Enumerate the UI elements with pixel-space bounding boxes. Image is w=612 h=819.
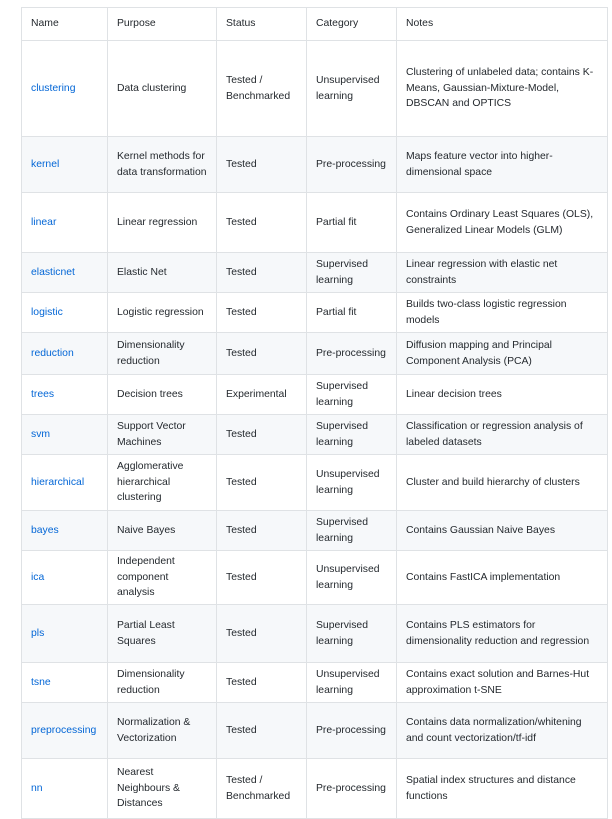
module-link[interactable]: kernel (31, 158, 60, 170)
cell-notes: Cluster and build hierarchy of clusters (397, 455, 608, 511)
cell-category: Unsupervised learning (307, 455, 397, 511)
cell-notes: Contains exact solution and Barnes-Hut approximation t-SNE (397, 663, 608, 703)
cell-purpose: Nearest Neighbours & Distances (108, 759, 217, 819)
table-row (22, 415, 608, 455)
cell-category: Pre-processing (307, 137, 397, 193)
column-header-purpose: Purpose (108, 8, 217, 41)
cell-name (22, 193, 108, 253)
cell-notes: Contains data normalization/whitening and count vectorization/tf-idf (397, 703, 608, 759)
cell-name (22, 511, 108, 551)
table-row (22, 759, 608, 819)
table-body (22, 41, 608, 819)
module-link[interactable]: reduction (31, 347, 74, 359)
cell-purpose: Elastic Net (108, 253, 217, 293)
cell-category: Partial fit (307, 193, 397, 253)
cell-purpose: Naive Bayes (108, 511, 217, 551)
table-row (22, 703, 608, 759)
cell-category: Supervised learning (307, 605, 397, 663)
cell-category: Supervised learning (307, 253, 397, 293)
cell-notes: Clustering of unlabeled data; contains K-Means, Gaussian-Mixture-Model, DBSCAN and OPTICS (397, 41, 608, 137)
cell-purpose: Independent component analysis (108, 551, 217, 605)
cell-name (22, 137, 108, 193)
cell-status: Tested / Benchmarked (217, 759, 307, 819)
cell-notes: Contains Gaussian Naive Bayes (397, 511, 608, 551)
cell-name (22, 293, 108, 333)
module-link[interactable]: linear (31, 216, 57, 228)
cell-category: Unsupervised learning (307, 41, 397, 137)
cell-name (22, 253, 108, 293)
cell-purpose: Normalization & Vectorization (108, 703, 217, 759)
cell-notes: Spatial index structures and distance functions (397, 759, 608, 819)
cell-notes: Classification or regression analysis of labeled datasets (397, 415, 608, 455)
cell-category: Pre-processing (307, 703, 397, 759)
module-link[interactable]: bayes (31, 524, 59, 536)
cell-purpose: Logistic regression (108, 293, 217, 333)
cell-purpose: Support Vector Machines (108, 415, 217, 455)
cell-name (22, 41, 108, 137)
cell-status: Tested (217, 455, 307, 511)
cell-category: Supervised learning (307, 375, 397, 415)
cell-status: Tested (217, 333, 307, 375)
table-row (22, 605, 608, 663)
cell-notes: Contains PLS estimators for dimensionality reduction and regression (397, 605, 608, 663)
cell-name (22, 415, 108, 455)
cell-status: Experimental (217, 375, 307, 415)
cell-notes: Diffusion mapping and Principal Component Analysis (PCA) (397, 333, 608, 375)
cell-status: Tested / Benchmarked (217, 41, 307, 137)
cell-category: Pre-processing (307, 333, 397, 375)
column-header-name: Name (22, 8, 108, 41)
table-row (22, 41, 608, 137)
column-header-status: Status (217, 8, 307, 41)
module-link[interactable]: ica (31, 571, 45, 583)
column-header-notes: Notes (397, 8, 608, 41)
module-link[interactable]: tsne (31, 676, 51, 688)
cell-name (22, 551, 108, 605)
module-link[interactable]: logistic (31, 306, 63, 318)
cell-category: Supervised learning (307, 415, 397, 455)
module-link[interactable]: elasticnet (31, 266, 75, 278)
cell-category: Supervised learning (307, 511, 397, 551)
table-row (22, 375, 608, 415)
cell-name (22, 455, 108, 511)
table-row (22, 663, 608, 703)
cell-name (22, 333, 108, 375)
cell-purpose: Dimensionality reduction (108, 333, 217, 375)
module-link[interactable]: trees (31, 388, 55, 400)
cell-purpose: Agglomerative hierarchical clustering (108, 455, 217, 511)
cell-notes: Linear decision trees (397, 375, 608, 415)
cell-notes: Linear regression with elastic net constraints (397, 253, 608, 293)
table-row (22, 293, 608, 333)
cell-purpose: Kernel methods for data transformation (108, 137, 217, 193)
modules-table (21, 7, 608, 819)
table-header-row (22, 8, 608, 41)
module-link[interactable]: pls (31, 627, 45, 639)
cell-purpose: Partial Least Squares (108, 605, 217, 663)
cell-purpose: Decision trees (108, 375, 217, 415)
module-link[interactable]: clustering (31, 82, 76, 94)
table-row (22, 333, 608, 375)
cell-notes: Maps feature vector into higher-dimensional space (397, 137, 608, 193)
cell-name (22, 759, 108, 819)
table-row (22, 137, 608, 193)
cell-status: Tested (217, 663, 307, 703)
module-link[interactable]: svm (31, 428, 51, 440)
cell-status: Tested (217, 137, 307, 193)
cell-category: Unsupervised learning (307, 663, 397, 703)
cell-notes: Builds two-class logistic regression models (397, 293, 608, 333)
cell-category: Partial fit (307, 293, 397, 333)
cell-status: Tested (217, 511, 307, 551)
cell-purpose: Dimensionality reduction (108, 663, 217, 703)
cell-status: Tested (217, 415, 307, 455)
cell-name (22, 703, 108, 759)
table-row (22, 455, 608, 511)
cell-status: Tested (217, 551, 307, 605)
cell-status: Tested (217, 193, 307, 253)
cell-category: Unsupervised learning (307, 551, 397, 605)
table-row (22, 551, 608, 605)
cell-name (22, 663, 108, 703)
module-link[interactable]: preprocessing (31, 724, 97, 736)
cell-name (22, 605, 108, 663)
cell-category: Pre-processing (307, 759, 397, 819)
table-row (22, 511, 608, 551)
cell-status: Tested (217, 253, 307, 293)
cell-status: Tested (217, 293, 307, 333)
cell-notes: Contains FastICA implementation (397, 551, 608, 605)
cell-purpose: Data clustering (108, 41, 217, 137)
cell-notes: Contains Ordinary Least Squares (OLS), Generalized Linear Models (GLM) (397, 193, 608, 253)
cell-status: Tested (217, 703, 307, 759)
table-row (22, 253, 608, 293)
cell-status: Tested (217, 605, 307, 663)
cell-name (22, 375, 108, 415)
column-header-category: Category (307, 8, 397, 41)
table-row (22, 193, 608, 253)
module-link[interactable]: nn (31, 782, 43, 794)
module-link[interactable]: hierarchical (31, 476, 85, 488)
cell-purpose: Linear regression (108, 193, 217, 253)
